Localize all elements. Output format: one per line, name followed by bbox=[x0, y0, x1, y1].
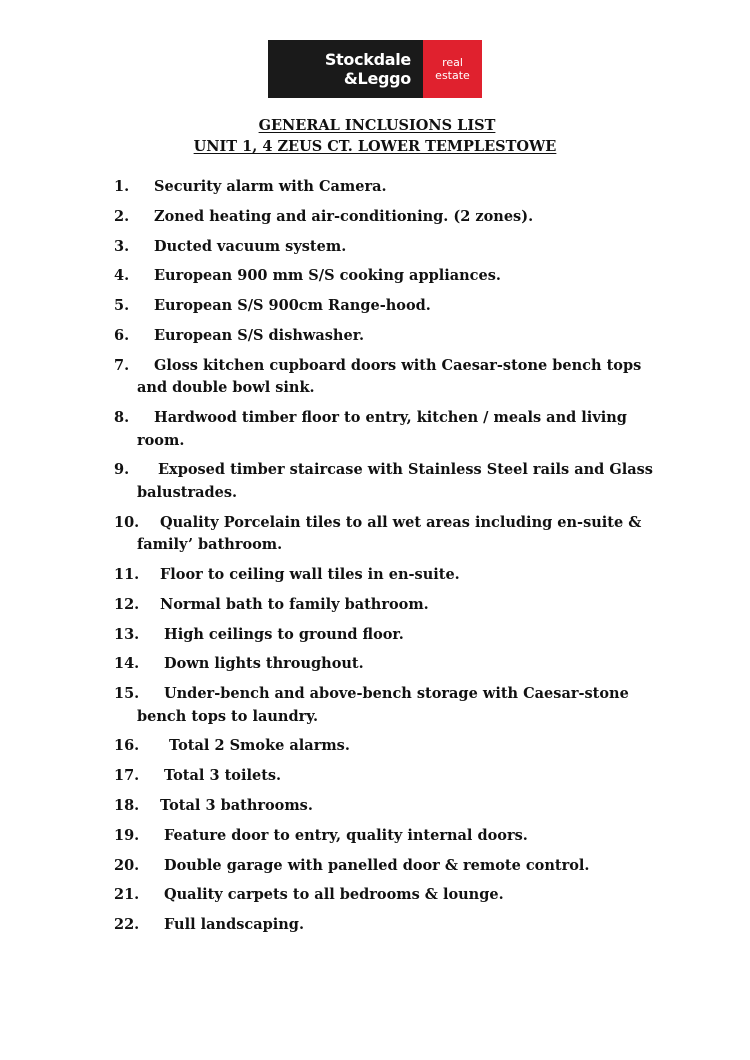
item-number: 6. bbox=[114, 326, 130, 344]
inclusions-list bbox=[114, 176, 694, 944]
item-number: 7. bbox=[114, 356, 130, 374]
item-number: 19. bbox=[114, 826, 140, 844]
item-text: Double garage with panelled door & remote control. bbox=[164, 856, 590, 874]
list-item bbox=[114, 795, 694, 818]
item-number: 12. bbox=[114, 595, 140, 613]
list-item bbox=[114, 206, 694, 229]
item-number: 3. bbox=[114, 237, 130, 255]
item-text: European S/S dishwasher. bbox=[154, 326, 365, 344]
logo-wordmark bbox=[268, 40, 423, 98]
list-item bbox=[114, 855, 694, 878]
list-item bbox=[114, 407, 694, 452]
item-text-continued: and double bowl sink. bbox=[137, 379, 315, 397]
item-text: Zoned heating and air-conditioning. (2 zones). bbox=[154, 207, 534, 225]
list-item bbox=[114, 295, 694, 318]
list-item bbox=[114, 325, 694, 348]
document-title: GENERAL INCLUSIONS LIST bbox=[258, 117, 496, 134]
item-text: Gloss kitchen cupboard doors with Caesar-stone bench tops bbox=[154, 356, 642, 374]
item-text: European 900 mm S/S cooking appliances. bbox=[154, 267, 501, 285]
item-text: Full landscaping. bbox=[164, 916, 304, 934]
list-item bbox=[114, 825, 694, 848]
company-logo bbox=[268, 40, 482, 98]
list-item bbox=[114, 564, 694, 587]
list-item bbox=[114, 176, 694, 199]
item-text: Hardwood timber floor to entry, kitchen / meals and living bbox=[154, 409, 627, 427]
item-number: 22. bbox=[114, 916, 140, 934]
list-item bbox=[114, 512, 694, 557]
item-text: Floor to ceiling wall tiles in en-suite. bbox=[160, 565, 460, 583]
item-text-continued: family’ bathroom. bbox=[137, 536, 283, 554]
item-text: European S/S 900cm Range-hood. bbox=[154, 297, 431, 315]
item-text: Normal bath to family bathroom. bbox=[160, 595, 429, 613]
item-number: 1. bbox=[114, 178, 130, 195]
list-item bbox=[114, 914, 694, 937]
list-item bbox=[114, 735, 694, 758]
logo-tag-line-2: estate bbox=[435, 69, 470, 82]
item-number: 8. bbox=[114, 409, 130, 427]
item-text: High ceilings to ground floor. bbox=[164, 625, 404, 643]
item-number: 4. bbox=[114, 267, 130, 285]
item-text: Total 3 bathrooms. bbox=[160, 797, 313, 815]
list-item bbox=[114, 765, 694, 788]
logo-line-2: &Leggo bbox=[343, 69, 411, 88]
item-text: Under-bench and above-bench storage with Caesar-stone bbox=[164, 685, 629, 703]
item-number: 15. bbox=[114, 685, 140, 703]
item-number: 10. bbox=[114, 513, 140, 531]
item-number: 18. bbox=[114, 797, 140, 815]
item-number: 11. bbox=[114, 565, 140, 583]
list-item bbox=[114, 653, 694, 676]
item-text-continued: room. bbox=[137, 431, 185, 449]
item-number: 13. bbox=[114, 625, 140, 643]
item-number: 21. bbox=[114, 886, 140, 904]
item-number: 17. bbox=[114, 767, 140, 785]
logo-tag bbox=[423, 40, 482, 98]
list-item bbox=[114, 624, 694, 647]
item-text: Quality Porcelain tiles to all wet areas including en-suite & bbox=[160, 513, 642, 531]
item-text: Ducted vacuum system. bbox=[154, 237, 347, 255]
item-number: 20. bbox=[114, 856, 140, 874]
item-number: 5. bbox=[114, 297, 130, 315]
item-number: 2. bbox=[114, 207, 130, 225]
list-item bbox=[114, 683, 694, 728]
logo-tag-line-1: real bbox=[442, 56, 463, 69]
item-text: Total 2 Smoke alarms. bbox=[169, 737, 350, 755]
list-item bbox=[114, 884, 694, 907]
document-subtitle: UNIT 1, 4 ZEUS CT. LOWER TEMPLESTOWE bbox=[193, 138, 557, 155]
item-text: Exposed timber staircase with Stainless Steel rails and Glass bbox=[158, 461, 653, 479]
item-number: 16. bbox=[114, 737, 140, 755]
logo-line-1: Stockdale bbox=[324, 50, 411, 69]
item-text-continued: balustrades. bbox=[137, 483, 238, 501]
item-number: 14. bbox=[114, 655, 140, 673]
item-text: Down lights throughout. bbox=[164, 655, 364, 673]
item-text: Security alarm with Camera. bbox=[154, 178, 387, 195]
list-item bbox=[114, 355, 694, 400]
item-text-continued: bench tops to laundry. bbox=[137, 707, 319, 725]
item-text: Total 3 toilets. bbox=[164, 767, 282, 785]
item-text: Feature door to entry, quality internal doors. bbox=[164, 826, 528, 844]
list-item bbox=[114, 236, 694, 259]
list-item bbox=[114, 265, 694, 288]
list-item bbox=[114, 594, 694, 617]
item-text: Quality carpets to all bedrooms & lounge. bbox=[164, 886, 504, 904]
list-item bbox=[114, 459, 694, 504]
item-number: 9. bbox=[114, 461, 130, 479]
